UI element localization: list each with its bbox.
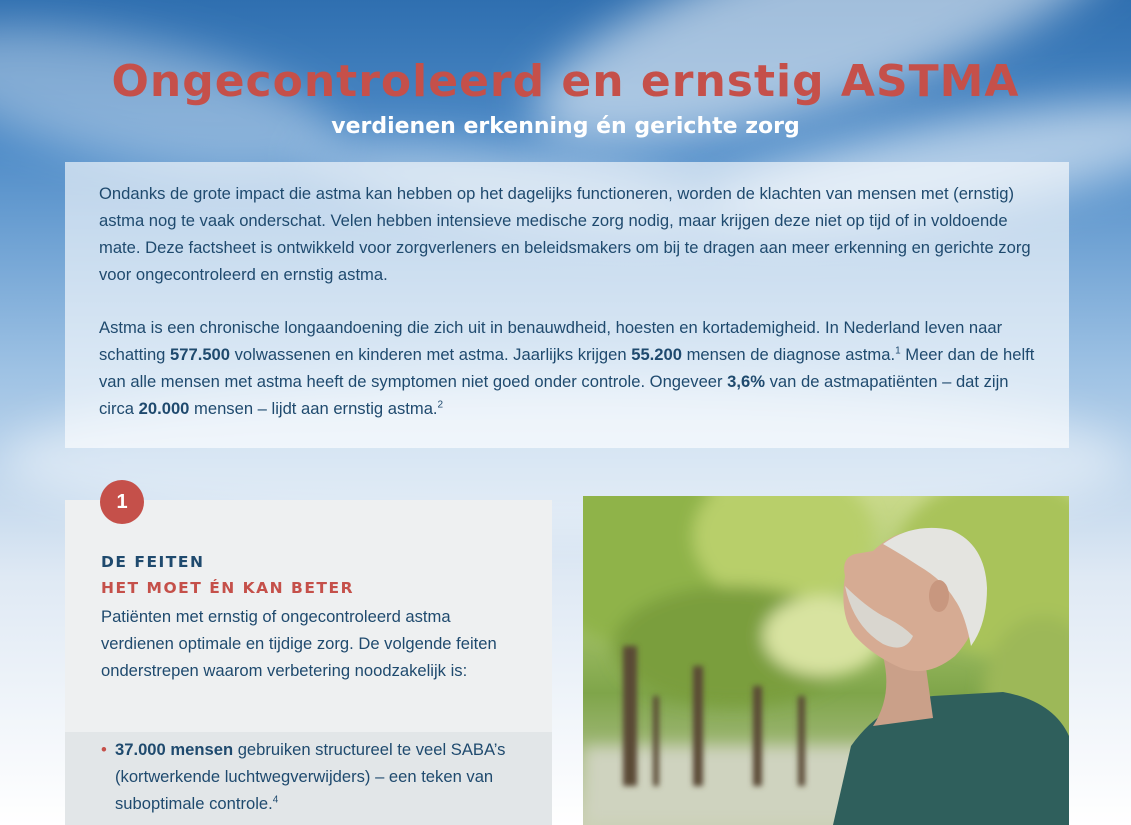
man-breathing-photo [583,496,1069,825]
facts-subheading: HET MOET ÉN KAN BETER [101,579,355,597]
page-subtitle: verdienen erkenning én gerichte zorg [331,114,800,139]
bullet-dot-icon: • [101,740,107,759]
photo-illustration [583,496,1069,825]
facts-heading: DE FEITEN [101,553,205,571]
list-item: • 37.000 mensen gebruiken structureel te veel SABA’s (kortwerkende luchtwegverwijders) – een teken van suboptimale controle.$^4$ [101,736,531,817]
page-title: Ongecontroleerd en ernstig ASTMA [111,56,1020,107]
intro-paragraph-1: Ondanks de grote impact die astma kan hebben op het dagelijks functioneren, worden de klachten van mensen met (ernstig) astma nog te vaak onderschat. Velen hebben intensieve medische zorg nodig, maar krijgen deze niet op tijd of in voldoende mate. Deze factsheet is ontwikkeld voor zorgverleners en beleidsmakers om bij te dragen aan meer erkenning en gerichte zorg voor ongecontroleerd en ernstig astma. [99,184,1031,284]
intro-panel [65,162,1069,448]
facts-intro-text: Patiënten met ernstig of ongecontroleerd astma verdienen optimale en tijdige zorg. De volgende feiten onderstrepen waarom verbetering noodzakelijk is: [101,607,497,680]
section-number-badge: 1 [100,480,144,524]
intro-paragraph-2: Astma is een chronische longaandoening die zich uit in benauwdheid, hoesten en kortademigheid. In Nederland leven naar schatting 577.500 volwassenen en kinderen met astma. Jaarlijks krijgen 55.200 mensen de diagnose astma.$^1$ Meer dan de helft van alle mensen met astma heeft de symptomen niet goed onder controle. Ongeveer 3,6% van de astmapatiënten – dat zijn circa 20.000 mensen – lijdt aan ernstig astma.$^2$ [99,318,1035,418]
